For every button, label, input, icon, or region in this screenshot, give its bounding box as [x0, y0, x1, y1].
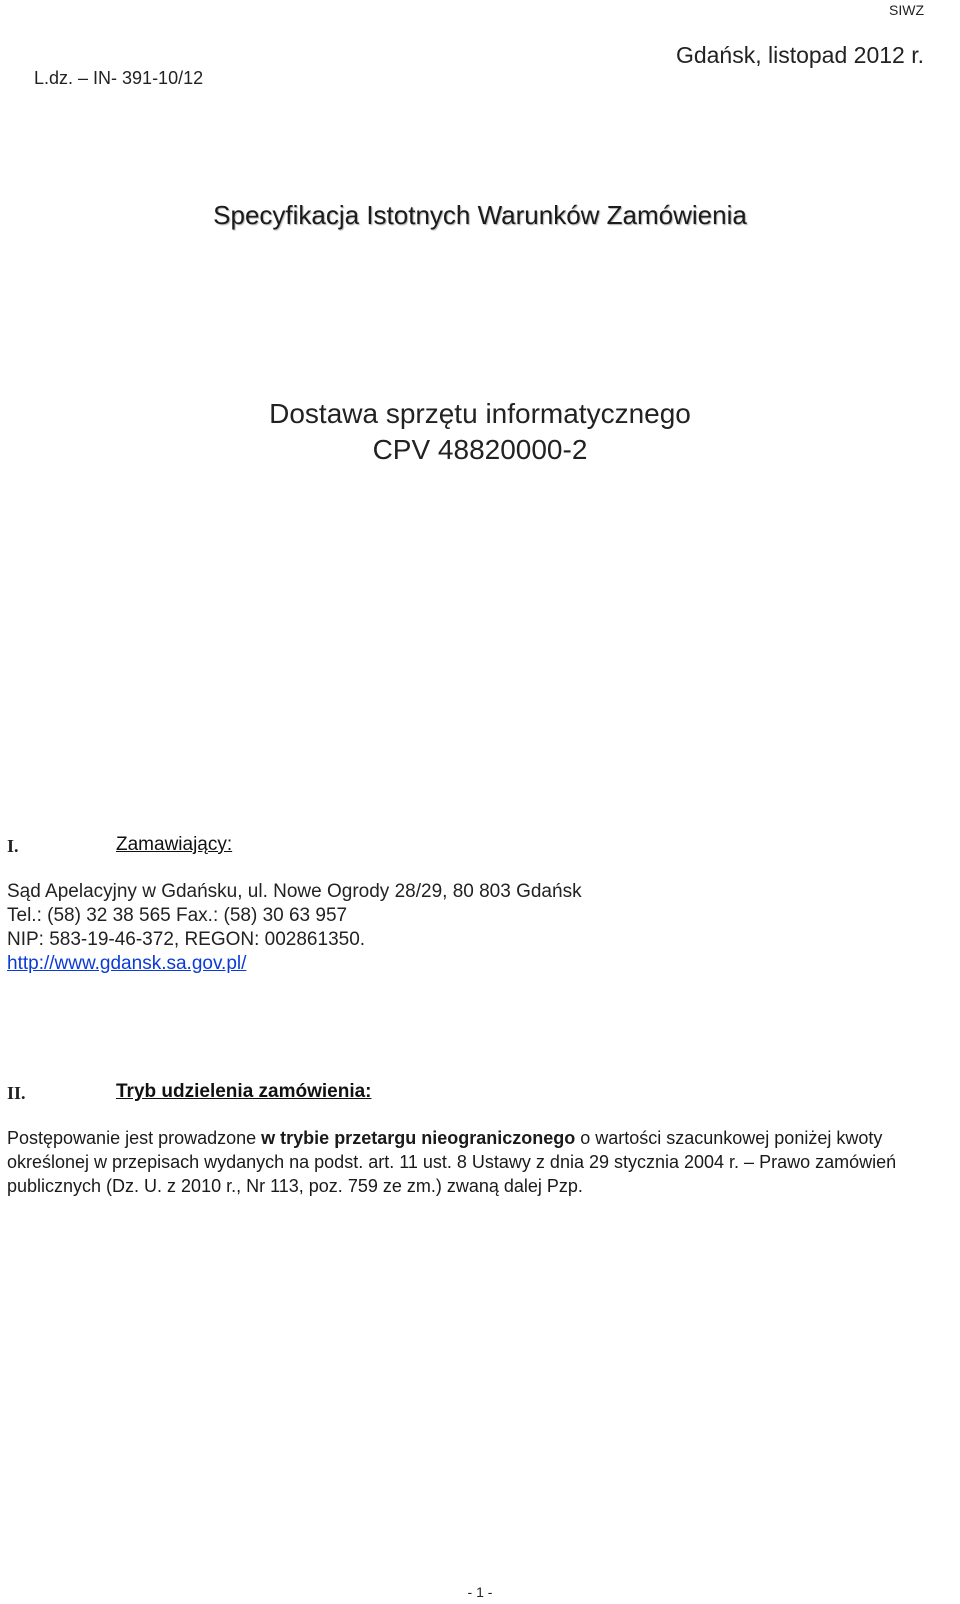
procedure-description	[7, 1126, 953, 1198]
document-title: Specyfikacja Istotnych Warunków Zamówienia	[213, 200, 747, 230]
reference-number: L.dz. – IN- 391-10/12	[34, 68, 204, 88]
address-line: Sąd Apelacyjny w Gdańsku, ul. Nowe Ogrody 28/29, 80 803 Gdańsk	[7, 881, 582, 902]
website-link[interactable]: http://www.gdansk.sa.gov.pl/	[7, 953, 247, 974]
page-number: - 1 -	[467, 1584, 493, 1600]
phone-fax-line: Tel.: (58) 32 38 565 Fax.: (58) 30 63 957	[7, 905, 348, 926]
tax-id-line: NIP: 583-19-46-372, REGON: 002861350.	[7, 929, 366, 950]
document-date: Gdańsk, listopad 2012 r.	[675, 42, 924, 68]
text-segment: o wartości szacunkowej poniżej kwoty określonej w przepisach wydanych na podst. art. 11 ust. 8 Ustawy z dnia 29 stycznia 2004 r. – Prawo zamówień publicznych (Dz. U. z 2010 r., Nr 113, poz. 759 ze zm.) zwaną dalej Pzp.	[7, 1128, 897, 1196]
cpv-code: CPV 48820000-2	[372, 434, 588, 465]
contracting-authority-details	[7, 880, 582, 976]
section-heading: Tryb udzielenia zamówienia:	[116, 1081, 372, 1102]
section-heading: Zamawiający:	[116, 834, 233, 855]
text-segment: Postępowanie jest prowadzone	[7, 1128, 262, 1148]
section-number: II.	[7, 1083, 26, 1103]
section-number: I.	[7, 836, 19, 856]
subject-line: Dostawa sprzętu informatycznego	[269, 398, 691, 429]
text-emphasis: w trybie przetargu nieograniczonego	[261, 1128, 576, 1148]
document-type-tag: SIWZ	[889, 2, 924, 18]
procurement-subject	[0, 396, 960, 468]
